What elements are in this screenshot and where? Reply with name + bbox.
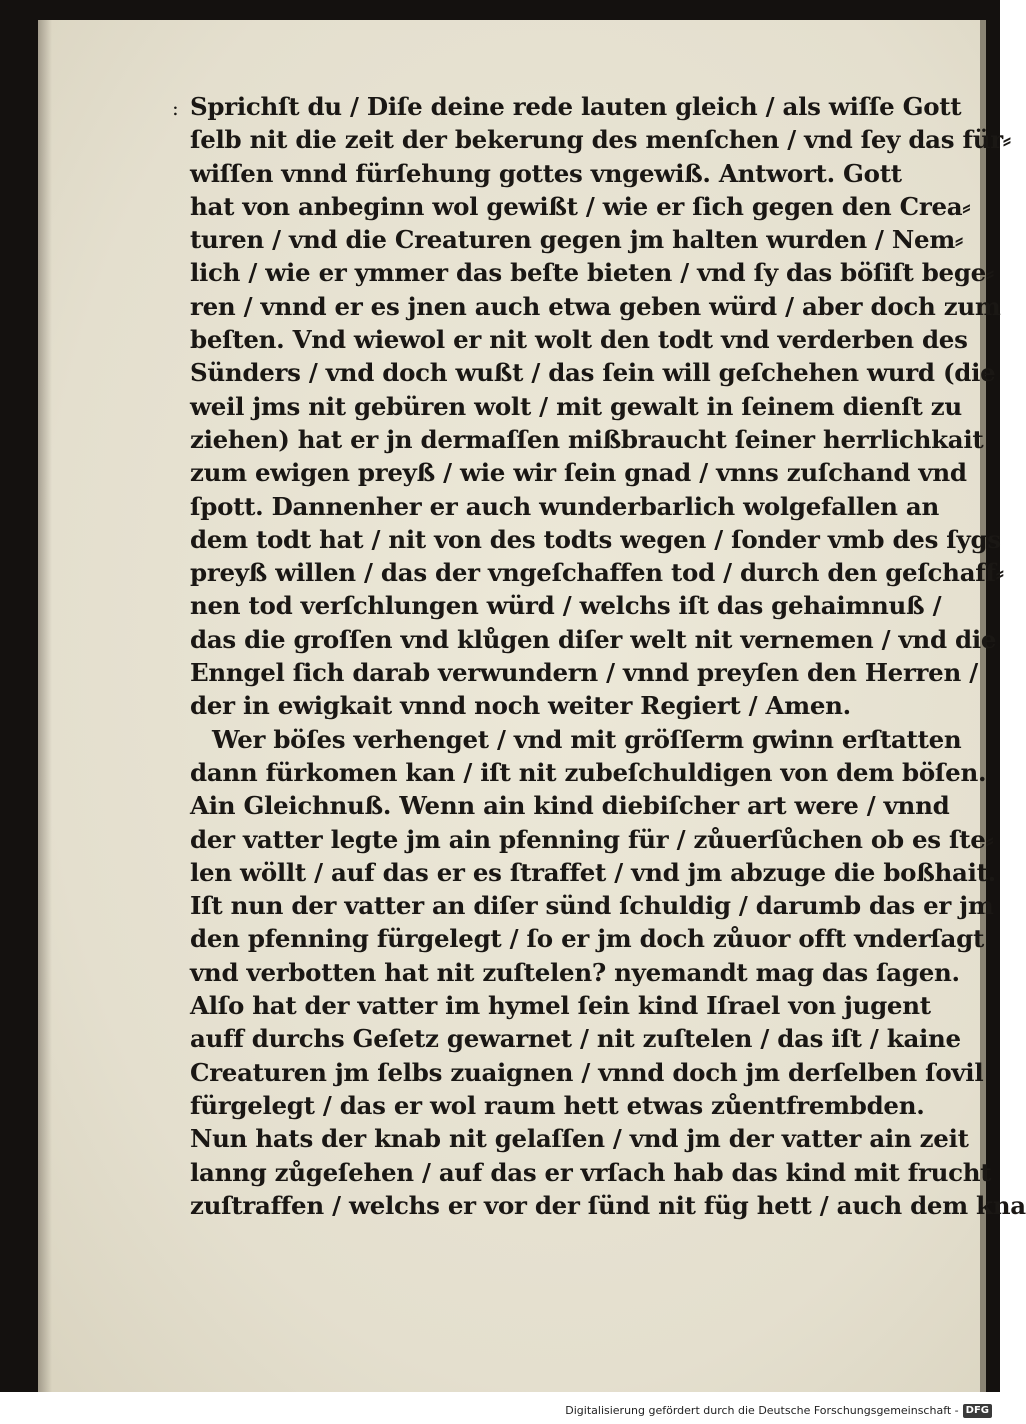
text-line: Iſt nun der vatter an diſer sünd ſchuldig / darumb das er jm	[190, 891, 994, 921]
text-line: preyß willen / das der vngeſchaffen tod / durch den geſchaff⸗	[190, 558, 1004, 588]
margin-marker: :	[172, 96, 179, 120]
text-line: zum ewigen preyß / wie wir ſein gnad / vnns zuſchand vnd	[190, 458, 967, 488]
text-line: vnd verbotten hat nit zuſtelen? nyemandt mag das ſagen.	[190, 957, 960, 987]
text-line: das die groſſen vnd klůgen diſer welt nit vernemen / vnd die	[190, 624, 997, 654]
text-line: nen tod verſchlungen würd / welchs iſt das gehaimnuß /	[190, 591, 942, 621]
text-line: Ain Gleichnuß. Wenn ain kind diebiſcher art were / vnnd	[190, 791, 950, 821]
text-line: dem todt hat / nit von des todts wegen / ſonder vmb des ſygs	[190, 524, 1001, 554]
text-line: hat von anbeginn wol gewißt / wie er ſich gegen den Crea⸗	[190, 191, 971, 221]
dfg-logo-icon: DFG	[963, 1404, 992, 1418]
text-line: Sünders / vnd doch wußt / das ſein will geſchehen wurd (die	[190, 358, 996, 388]
page-text	[172, 90, 1026, 1222]
text-line: len wöllt / auf das er es ſtraffet / vnd jm abzuge die boßhait.	[190, 857, 996, 887]
text-line: fürgelegt / das er wol raum hett etwas zůentfrembden.	[190, 1090, 925, 1120]
page-gutter-shadow	[38, 20, 52, 1392]
text-line: Nun hats der knab nit gelaſſen / vnd jm der vatter ain zeit	[190, 1124, 969, 1154]
text-line: auff durchs Geſetz gewarnet / nit zuſtelen / das iſt / kaine	[190, 1024, 961, 1054]
text-line: ziehen) hat er jn dermaſſen mißbraucht ſeiner herrlichkait	[190, 424, 984, 454]
text-line: ſpott. Dannenher er auch wunderbarlich wolgefallen an	[190, 491, 939, 521]
text-line: Creaturen jm ſelbs zuaignen / vnnd doch jm derſelben ſovil	[190, 1057, 984, 1087]
text-line: turen / vnd die Creaturen gegen jm halten wurden / Nem⸗	[190, 225, 963, 255]
text-line: Enngel ſich darab verwundern / vnnd preyſen den Herren /	[190, 658, 978, 688]
text-line-paragraph-start: Wer böſes verhenget / vnd mit gröſſerm gwinn erſtatten	[212, 724, 962, 754]
text-line: der in ewigkait vnnd noch weiter Regiert / Amen.	[190, 691, 851, 721]
text-line: beſten. Vnd wiewol er nit wolt den todt vnd verderben des	[190, 325, 968, 355]
text-line: lanng zůgeſehen / auf das er vrſach hab das kind mit frucht	[190, 1157, 992, 1187]
footer-credit: Digitalisierung gefördert durch die Deutsche Forschungsgemeinschaft -	[565, 1404, 959, 1417]
text-line: Sprichſt du / Diſe deine rede lauten gleich / als wiſſe Gott	[190, 92, 962, 121]
text-line: der vatter legte jm ain pfenning für / zůuerſůchen ob es ſte⸗	[190, 824, 994, 854]
text-line: den pfenning fürgelegt / ſo er jm doch zůuor offt vnderſagt	[190, 924, 984, 954]
text-line: Alſo hat der vatter im hymel ſein kind Iſrael von jugent	[190, 991, 931, 1021]
text-line: zuſtraffen / welchs er vor der ſünd nit füg hett / auch dem kna	[190, 1190, 1026, 1220]
text-line: weil jms nit gebüren wolt / mit gewalt in ſeinem dienſt zu	[190, 391, 962, 421]
text-line: dann fürkomen kan / iſt nit zubeſchuldigen von dem böſen.	[190, 757, 987, 787]
digitization-footer	[0, 1402, 992, 1420]
text-line: ren / vnnd er es jnen auch etwa geben würd / aber doch zum	[190, 291, 1001, 321]
text-line: lich / wie er ymmer das beſte bieten / vnd ſy das böſiſt bege⸗	[190, 258, 994, 288]
text-line: ſelb nit die zeit der bekerung des menſchen / vnd ſey das für⸗	[190, 125, 1011, 155]
text-line: wiſſen vnnd fürſehung gottes vngewiß. Antwort. Gott	[190, 158, 902, 188]
